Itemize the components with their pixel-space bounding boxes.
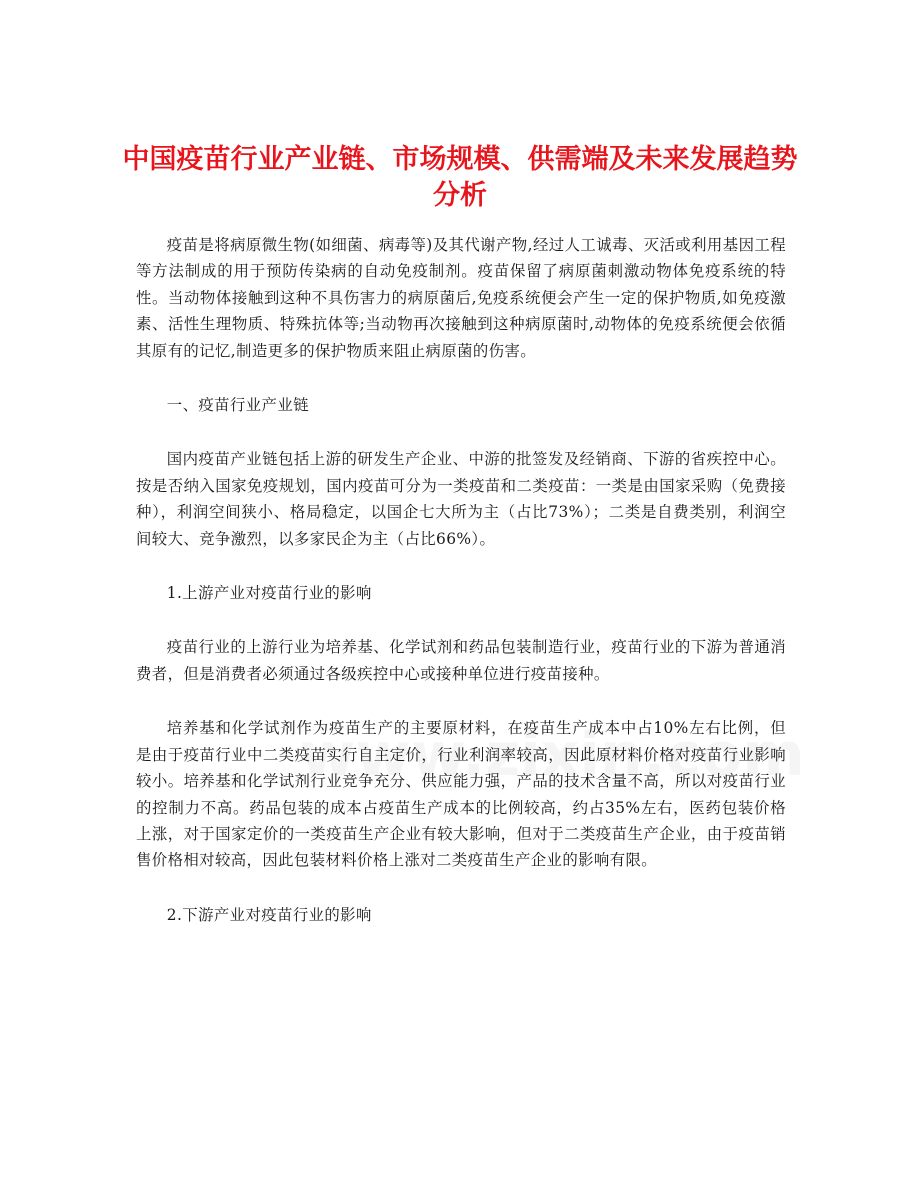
paragraph-upstream-overview: 疫苗行业的上游行业为培养基、化学试剂和药品包装制造行业，疫苗行业的下游为普通消费者，但是消费者必须通过各级疾控中心或接种单位进行疫苗接种。 [136,638,786,683]
section-heading-downstream: 2.下游产业对疫苗行业的影响 [166,905,372,924]
document-body [136,232,786,956]
paragraph-industry-chain: 国内疫苗产业链包括上游的研发生产企业、中游的批签发及经销商、下游的省疾控中心。按是否纳入国家免疫规划，国内疫苗可分为一类疫苗和二类疫苗：一类是由国家采购（免费接种），利润空间狭小、格局稳定，以国企七大所为主（占比73%）；二类是自费类别，利润空间较大、竞争激烈，以多家民企为主（占比66%）。 [136,450,786,548]
paragraph-vaccine-definition: 疫苗是将病原微生物(如细菌、病毒等)及其代谢产物,经过人工诚毒、灭活或利用基因工程等方法制成的用于预防传染病的自动免疫制剂。疫苗保留了病原菌刺激动物体免疫系统的特性。当动物体接触到这种不具伤害力的病原菌后,免疫系统便会产生一定的保护物质,如免疫激素、活性生理物质、特殊抗体等;当动物再次接触到这种病原菌时,动物体的免疫系统便会依循其原有的记忆,制造更多的保护物质来阻止病原菌的伤害。 [136,236,786,360]
section-heading-upstream: 1.上游产业对疫苗行业的影响 [166,584,372,603]
paragraph-upstream-materials: 培养基和化学试剂作为疫苗生产的主要原材料，在疫苗生产成本中占10%左右比例，但是由于疫苗行业中二类疫苗实行自主定价，行业利润率较高，因此原材料价格对疫苗行业影响较小。培养基和化学试剂行业竞争充分、供应能力强，产品的技术含量不高，所以对疫苗行业的控制力不高。药品包装的成本占疫苗生产成本的比例较高，约占35%左右，医药包装价格上涨，对于国家定价的一类疫苗生产企业有较大影响，但对于二类疫苗生产企业，由于疫苗销售价格相对较高，因此包装材料价格上涨对二类疫苗生产企业的影响有限。 [136,719,786,870]
document-title: 中国疫苗行业产业链、市场规模、供需端及未来发展趋势分析 [122,144,798,211]
section-heading-industry-chain: 一、疫苗行业产业链 [166,396,309,415]
